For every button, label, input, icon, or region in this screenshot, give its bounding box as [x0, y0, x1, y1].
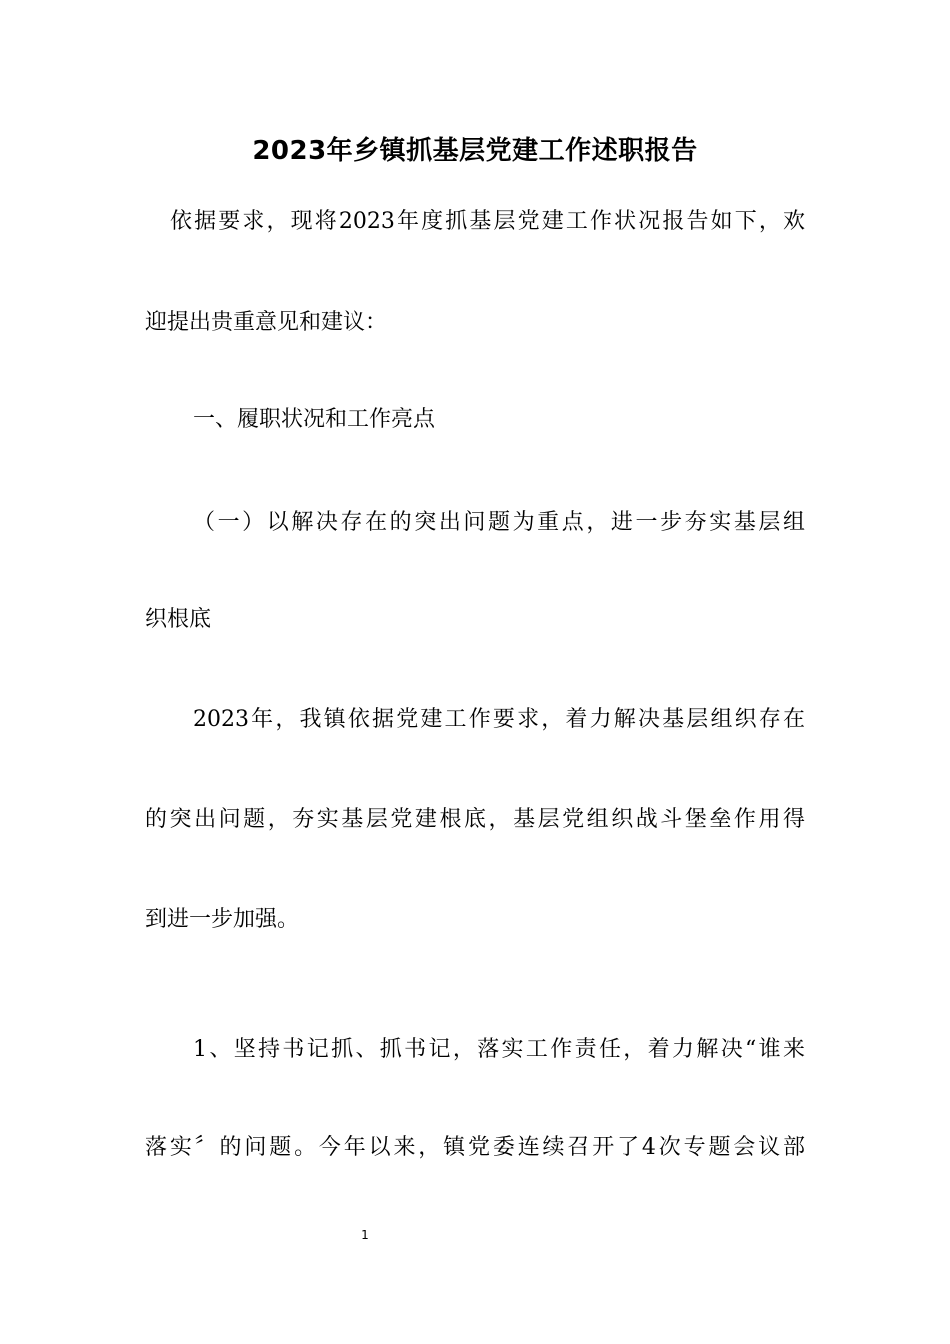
- document-title: 2023年乡镇抓基层党建工作述职报告: [252, 136, 698, 166]
- paragraph-line-2: 迎提出贵重意见和建议：: [145, 310, 388, 335]
- page-number: 1: [361, 1228, 369, 1242]
- paragraph-line-7: 的突出问题，夯实基层党建根底，基层党组织战斗堡垒作用得: [145, 807, 805, 832]
- paragraph-line-6: 2023年，我镇依据党建工作要求，着力解决基层组织存在: [193, 707, 805, 732]
- paragraph-line-8: 到进一步加强。: [145, 907, 300, 932]
- subsection-heading-line-2: 织根底: [145, 607, 212, 632]
- section-heading-1: 一、履职状况和工作亮点: [193, 407, 436, 432]
- paragraph-line-10: 落实〞的问题。今年以来，镇党委连续召开了4次专题会议部: [145, 1135, 805, 1160]
- subsection-heading-line-1: （一）以解决存在的突出问题为重点，进一步夯实基层组: [193, 510, 805, 535]
- paragraph-line-1: 依据要求，现将2023年度抓基层党建工作状况报告如下，欢: [170, 209, 805, 234]
- paragraph-line-9: 1、坚持书记抓、抓书记，落实工作责任，着力解决“谁来: [193, 1037, 805, 1062]
